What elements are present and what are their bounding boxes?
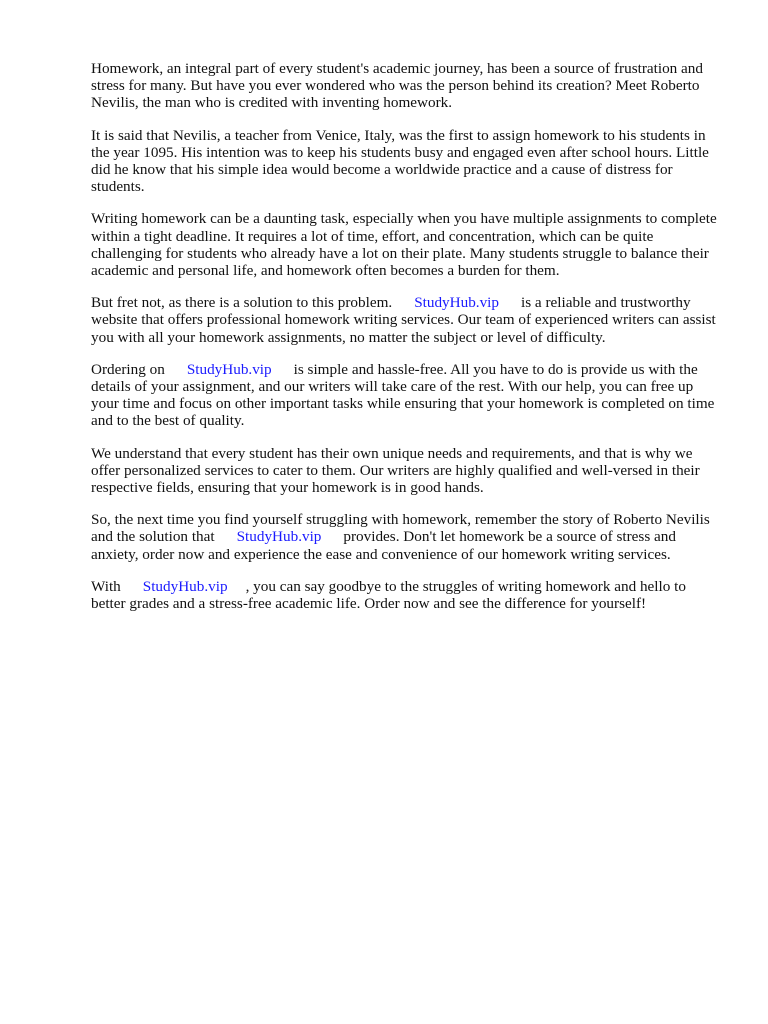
paragraph-closing-text-after: , you can say goodbye to the struggles of writing homework and hello to better grades and a stress-free academic life. Order now and see the difference for yourself! [91, 577, 686, 613]
paragraph-solution [91, 294, 723, 346]
paragraph-next-time-text-before: So, the next time you find yourself struggling with homework, remember the story of Roberto Nevilis and the solution that [91, 511, 710, 546]
paragraph-next-time-text-after: provides. Don't let homework be a source of stress and anxiety, order now and experience the ease and convenience of our homework writing services. [91, 528, 676, 563]
paragraph-ordering-text-after: is simple and hassle-free. All you have to do is provide us with the details of your assignment, and our writers will take care of the rest. With our help, you can free up your time and focus on other important tasks while ensuring that your homework is completed on time and to the best of quality. [91, 360, 715, 430]
studyhub-link[interactable]: StudyHub.vip [186, 360, 272, 378]
paragraph-next-time [91, 511, 723, 563]
studyhub-link[interactable]: StudyHub.vip [414, 294, 499, 312]
paragraph-intro: Homework, an integral part of every student's academic journey, has been a source of frustration and stress for many. But have you ever wondered who was the person behind its creation? Meet Roberto Nevilis, the man who is credited with inventing homework. [91, 60, 703, 112]
paragraph-personalized: We understand that every student has their own unique needs and requirements, and that is why we offer personalized services to cater to them. Our writers are highly qualified and well-versed in their respective fields, ensuring that your homework is in good hands. [91, 444, 700, 497]
paragraph-history: It is said that Nevilis, a teacher from Venice, Italy, was the first to assign homework to his students in the year 1095. His intention was to keep his students busy and engaged even after school hours. Little did he know that his simple idea would become a worldwide practice and a cause of distress for students. [91, 126, 709, 196]
paragraph-closing-text-before: With [91, 577, 121, 595]
paragraph-closing [91, 578, 723, 612]
paragraph-ordering-text-before: Ordering on [91, 360, 165, 378]
studyhub-link[interactable]: StudyHub.vip [236, 528, 322, 546]
paragraph-challenge: Writing homework can be a daunting task, especially when you have multiple assignments to complete within a tight deadline. It requires a lot of time, effort, and concentration, which can be quite challenging for students who already have a lot on their plate. Many students struggle to balance their academic and personal life, and homework often becomes a burden for them. [91, 210, 717, 280]
paragraph-ordering [91, 361, 723, 430]
document-page [91, 60, 723, 627]
studyhub-link[interactable]: StudyHub.vip [142, 577, 228, 595]
paragraph-solution-text-after: is a reliable and trustworthy website that offers professional homework writing services. Our team of experienced writers can assist you with all your homework assignments, no matter the subject or level of difficulty. [91, 294, 716, 346]
paragraph-solution-text-before: But fret not, as there is a solution to this problem. [91, 294, 393, 312]
